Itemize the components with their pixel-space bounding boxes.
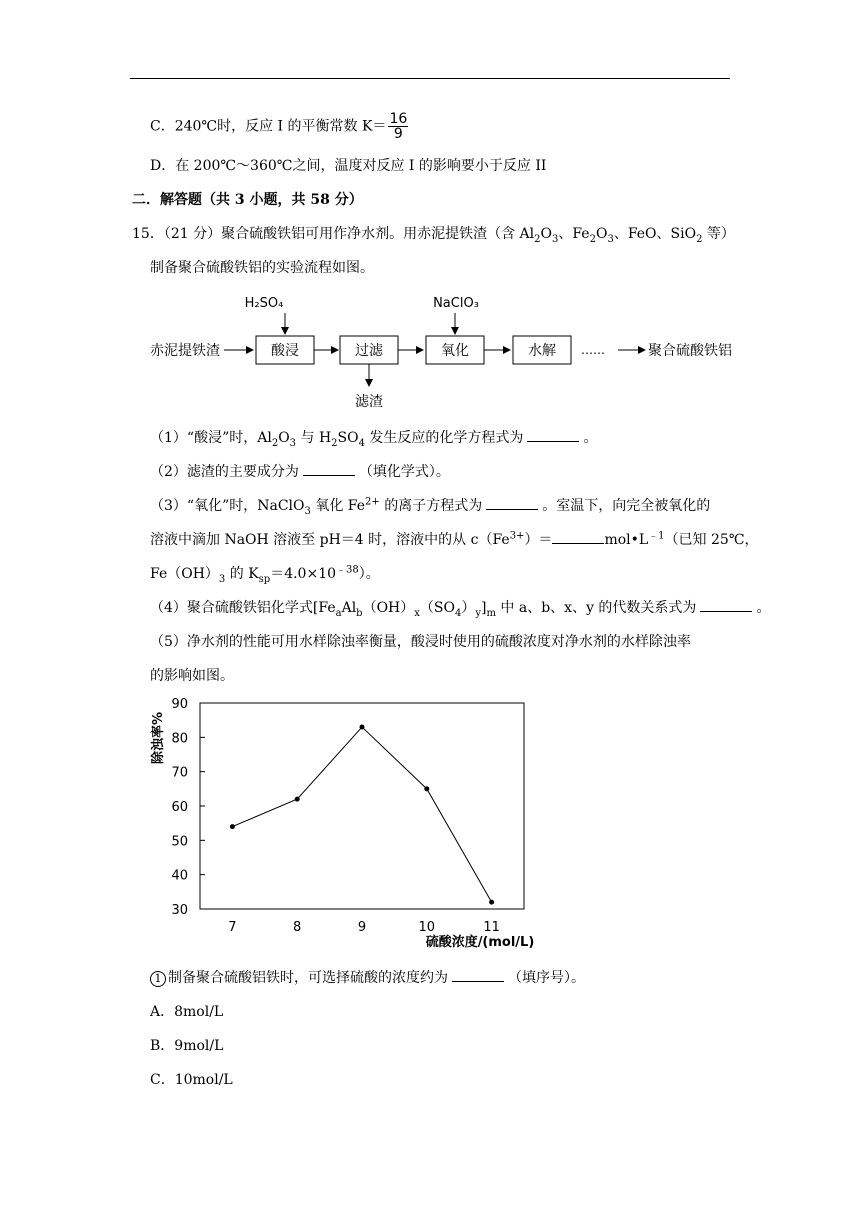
flow-start: 赤泥提铁渣 bbox=[150, 343, 220, 359]
y-tick-label: 90 bbox=[171, 697, 188, 712]
series-line bbox=[232, 727, 491, 902]
option-b: B．9mol/L bbox=[150, 1038, 224, 1054]
data-point bbox=[295, 797, 300, 802]
q15-part2: （2）滤渣的主要成分为 （填化学式）。 bbox=[150, 464, 450, 480]
y-tick-label: 60 bbox=[171, 800, 188, 815]
q15-part5-line2: 的影响如图。 bbox=[150, 668, 234, 684]
header-rule bbox=[130, 78, 730, 79]
flow-ellipsis: …… bbox=[581, 343, 605, 357]
data-point bbox=[360, 725, 365, 730]
q15-part1: （1）“酸浸”时，$Al_2O_3$ 与 $H_2SO_4$ 发生反应的化学方程式为 。 bbox=[150, 430, 598, 449]
answer-blank bbox=[552, 531, 604, 544]
x-axis-label: 硫酸浓度/(mol/L) bbox=[425, 935, 535, 950]
option-d: D．在 200℃～360℃之间，温度对反应 I 的影响要小于反应 II bbox=[150, 158, 547, 174]
y-axis-label: 除浊率% bbox=[151, 711, 166, 765]
answer-blank bbox=[700, 599, 752, 612]
y-tick-label: 70 bbox=[171, 765, 188, 781]
q15-intro-line2: 制备聚合硫酸铁铝的实验流程如图。 bbox=[150, 260, 374, 276]
x-tick-label: 7 bbox=[228, 920, 237, 935]
data-point bbox=[489, 900, 494, 905]
option-a: A．8mol/L bbox=[150, 1004, 224, 1020]
y-tick-label: 80 bbox=[171, 731, 188, 747]
y-tick-label: 30 bbox=[171, 903, 188, 918]
step-hydrolyze-label: 水解 bbox=[528, 343, 556, 359]
option-c bbox=[150, 112, 408, 141]
y-tick-label: 40 bbox=[171, 868, 188, 884]
y-tick-label: 50 bbox=[171, 834, 188, 850]
reagent-naclo3: NaClO₃ bbox=[433, 296, 479, 311]
answer-blank bbox=[527, 429, 579, 442]
fraction-denominator: 9 bbox=[393, 126, 403, 142]
data-point bbox=[424, 786, 429, 791]
q15-part3-line2: 溶液中滴加 NaOH 溶液至 pH＝4 时，溶液中的从 $c(Fe^{3+})=$ $mol•L^{﹣1}$（已知 25℃， bbox=[150, 530, 759, 548]
circled-number: 1 bbox=[150, 971, 166, 987]
fraction-numerator: 16 bbox=[389, 111, 408, 127]
step-acid-leach-label: 酸浸 bbox=[271, 343, 299, 359]
x-tick-label: 11 bbox=[483, 920, 500, 935]
answer-blank bbox=[486, 497, 538, 510]
process-flow-diagram bbox=[140, 290, 740, 412]
x-tick-label: 10 bbox=[418, 920, 436, 935]
x-tick-label: 9 bbox=[357, 920, 367, 935]
step-filter-label: 过滤 bbox=[355, 343, 383, 359]
flow-residue: 滤渣 bbox=[355, 394, 383, 410]
x-tick-label: 8 bbox=[293, 920, 302, 935]
section-heading: 二．解答题（共 3 小题，共 58 分） bbox=[132, 192, 363, 208]
x-axis-ticks bbox=[228, 920, 500, 935]
option-c-concentration: C．10mol/L bbox=[150, 1072, 233, 1088]
data-points bbox=[230, 725, 494, 905]
q15-part4: （4）聚合硫酸铁铝化学式$[Fe_aAl_b(OH)_x(SO_4)_y]_m$ 中 a、b、x、y 的代数关系式为 。 bbox=[150, 600, 771, 619]
step-oxidize-label: 氧化 bbox=[441, 343, 469, 359]
plot-area bbox=[200, 703, 524, 909]
reagent-h2so4: H₂SO₄ bbox=[244, 296, 284, 311]
data-point bbox=[230, 824, 235, 829]
turbidity-removal-chart bbox=[140, 690, 560, 960]
answer-blank bbox=[303, 463, 355, 476]
answer-blank bbox=[452, 969, 504, 982]
q15-sub1: 1 制备聚合硫酸铝铁时，可选择硫酸的浓度约为 （填序号）。 bbox=[150, 968, 585, 988]
q15-part3-line3: $Fe(OH)_3$ 的 $K_{sp}=4.0\times 10^{﹣38}$）。 bbox=[150, 564, 380, 585]
option-c-text: C．240℃时，反应 I 的平衡常数 K＝ bbox=[150, 118, 387, 135]
q15-part3-line1: （3）“氧化”时，NaClO$_3$ 氧化 $Fe^{2+}$ 的离子方程式为 。室温下，向完全被氧化的 bbox=[150, 496, 711, 517]
flow-end: 聚合硫酸铁铝 bbox=[648, 343, 732, 359]
fraction bbox=[388, 112, 408, 141]
q15-part5-line1: （5）净水剂的性能可用水样除浊率衡量，酸浸时使用的硫酸浓度对净水剂的水样除浊率 bbox=[150, 634, 691, 650]
q15-intro-line1: 15．（21 分）聚合硫酸铁铝可用作净水剂。用赤泥提铁渣（含 $Al_2O_3$、$Fe_2O_3$、FeO、SiO$_2$ 等） bbox=[132, 226, 735, 245]
